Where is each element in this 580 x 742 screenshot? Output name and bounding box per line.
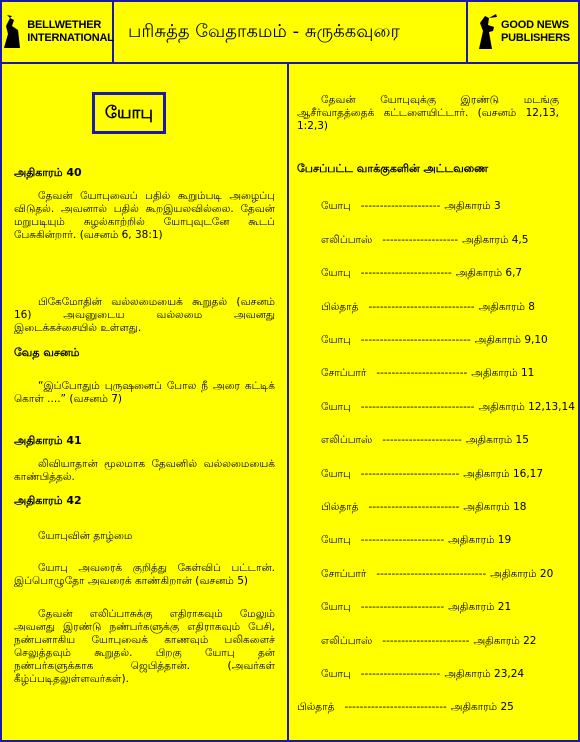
index-row — [321, 568, 553, 581]
index-chapter-ref: அதிகாரம் 6,7 — [455, 267, 523, 279]
index-chapter-ref: அதிகாரம் 11 — [471, 367, 535, 379]
index-row — [321, 668, 524, 681]
index-chapter-ref: அதிகாரம் 18 — [463, 501, 527, 513]
left-logo-line-1: BELLWETHER — [27, 19, 102, 31]
index-row — [321, 200, 501, 213]
index-row — [321, 234, 528, 247]
index-chapter-ref: அதிகாரம் 4,5 — [462, 234, 529, 246]
index-leader-dashes: --------------------- — [360, 668, 441, 680]
index-speaker: சோப்பார் — [321, 568, 367, 580]
index-leader-dashes: ------------------------------ — [360, 401, 475, 413]
index-chapter-ref: அதிகாரம் 23,24 — [444, 668, 525, 680]
index-speaker: சோப்பார் — [321, 367, 367, 379]
chapter-40-heading: அதிகாரம் 40 — [14, 166, 82, 179]
chapter-41-paragraph-1: லிவியாதான் மூலமாக தேவனில் வல்லமையைக் காண்பித்தல். — [14, 458, 275, 483]
index-row — [321, 367, 534, 380]
index-leader-dashes: ------------------------ — [360, 267, 452, 279]
index-speaker: யோபு — [321, 200, 351, 212]
right-logo-line-2: PUBLISHERS — [501, 32, 570, 44]
index-chapter-ref: அதிகாரம் 15 — [465, 434, 529, 446]
index-leader-dashes: ----------------------------- — [376, 568, 487, 580]
index-leader-dashes: --------------------------- — [344, 701, 447, 713]
index-speaker: யோபு — [321, 668, 351, 680]
index-leader-dashes: ------------------------ — [368, 501, 460, 513]
herald-figure-icon — [476, 13, 498, 51]
page-title: பரிசுத்த வேதாகமம் - சுருக்கவுரை — [128, 20, 400, 42]
index-leader-dashes: --------------------- — [360, 200, 441, 212]
index-speaker: யோபு — [321, 468, 351, 480]
chapter-40-paragraph-1: தேவன் யோபுவைப் பதில் கூறும்படி அழைப்பு விடுதல். அவனால் பதில் கூறஇயலவில்லை. தேவன் மறுபடியும் சுழல்காற்றில் யோபுவுடனே கூடப் பேசுகின்றார். (வசனம் 6, 38:1) — [14, 190, 275, 241]
index-speaker: யோபு — [321, 401, 351, 413]
index-chapter-ref: அதிகாரம் 19 — [448, 534, 512, 546]
blessing-paragraph: தேவன் யோபுவுக்கு இரண்டு மடங்கு ஆசீர்வாதத்தைக் கட்டளையிட்டார். (வசனம் 12,13, 1:2,3) — [297, 94, 559, 132]
index-chapter-ref: அதிகாரம் 12,13,14 — [478, 401, 575, 413]
index-speaker: எலிப்பாஸ் — [321, 234, 373, 246]
index-speaker: எலிப்பாஸ் — [321, 635, 373, 647]
index-speaker: பில்தாத் — [297, 701, 335, 713]
index-row — [321, 434, 529, 447]
index-chapter-ref: அதிகாரம் 22 — [473, 635, 537, 647]
verse-text: “இப்போதும் புருஷனைப் போல நீ அரை கட்டிக் கொள் ....” (வசனம் 7) — [14, 380, 275, 405]
index-chapter-ref: அதிகாரம் 25 — [450, 701, 514, 713]
bellwether-logo — [2, 2, 114, 62]
index-row — [321, 267, 522, 280]
index-speaker: யோபு — [321, 534, 351, 546]
chapter-41-heading: அதிகாரம் 41 — [14, 434, 82, 447]
chapter-42-paragraph-3: தேவன் எலிப்பாசுக்கு எதிராகவும் மேலும் அவனது இரண்டு நண்பர்களுக்கு எதிராகவும் பேசி, நண்பனாகிய யோபுவைக் காணவும் பலிகளைச் செலுத்தவும் கூறுதல். பிறகு யோபு தன் நண்பர்களுக்காக ஜெபித்தான். (அவர்கள் கீழ்ப்படிதலுள்ளவர்கள்). — [14, 608, 275, 685]
left-logo-line-2: INTERNATIONAL — [27, 32, 114, 44]
index-row — [297, 701, 514, 714]
index-leader-dashes: ---------------------- — [360, 534, 445, 546]
index-leader-dashes: ----------------------- — [382, 635, 470, 647]
index-chapter-ref: அதிகாரம் 9,10 — [474, 334, 548, 346]
index-row — [321, 635, 536, 648]
left-column — [2, 64, 289, 740]
index-chapter-ref: அதிகாரம் 3 — [444, 200, 501, 212]
index-row — [321, 301, 535, 314]
book-title-box: யோபு — [92, 92, 166, 134]
index-heading: பேசப்பட்ட வாக்குகளின் அட்டவணை — [297, 162, 489, 175]
index-leader-dashes: -------------------------- — [360, 468, 460, 480]
index-row — [321, 601, 511, 614]
index-speaker: யோபு — [321, 601, 351, 613]
index-row — [321, 401, 575, 414]
index-chapter-ref: அதிகாரம் 8 — [478, 301, 535, 313]
chapter-42-heading: அதிகாரம் 42 — [14, 494, 82, 507]
right-column — [289, 64, 578, 740]
index-speaker: பில்தாத் — [321, 501, 359, 513]
index-leader-dashes: -------------------- — [382, 234, 459, 246]
verse-heading: வேத வசனம் — [14, 346, 80, 359]
index-chapter-ref: அதிகாரம் 20 — [490, 568, 554, 580]
chapter-40-paragraph-2: பிகேமோதின் வல்லமையைக் கூறுதல் (வசனம் 16) அவனுடைய வல்லமை அவனது இடைக்கச்சையில் உள்ளது. — [14, 296, 275, 334]
index-speaker: யோபு — [321, 334, 351, 346]
index-speaker: எலிப்பாஸ் — [321, 434, 373, 446]
index-leader-dashes: ---------------------- — [360, 601, 445, 613]
index-leader-dashes: ------------------------ — [376, 367, 468, 379]
index-chapter-ref: அதிகாரம் 16,17 — [463, 468, 544, 480]
chapter-42-paragraph-1: யோபுவின் தாழ்மை — [38, 530, 133, 542]
right-logo-line-1: GOOD NEWS — [501, 19, 569, 31]
index-leader-dashes: ----------------------------- — [360, 334, 471, 346]
index-row — [321, 334, 548, 347]
index-leader-dashes: ---------------------------- — [368, 301, 475, 313]
index-speaker: பில்தாத் — [321, 301, 359, 313]
index-chapter-ref: அதிகாரம் 21 — [448, 601, 512, 613]
bellwether-sheep-icon — [0, 14, 24, 50]
chapter-42-paragraph-2: யோபு அவரைக் குறித்து கேள்விப் பட்டான். இப்பொழுதோ அவரைக் காண்கிறான் (வசனம் 5) — [14, 562, 275, 587]
content-columns — [2, 64, 578, 740]
index-speaker: யோபு — [321, 267, 351, 279]
index-leader-dashes: --------------------- — [382, 434, 462, 446]
header — [2, 2, 578, 64]
index-row — [321, 501, 526, 514]
index-row — [321, 468, 543, 481]
good-news-logo — [466, 2, 578, 62]
index-row — [321, 534, 511, 547]
